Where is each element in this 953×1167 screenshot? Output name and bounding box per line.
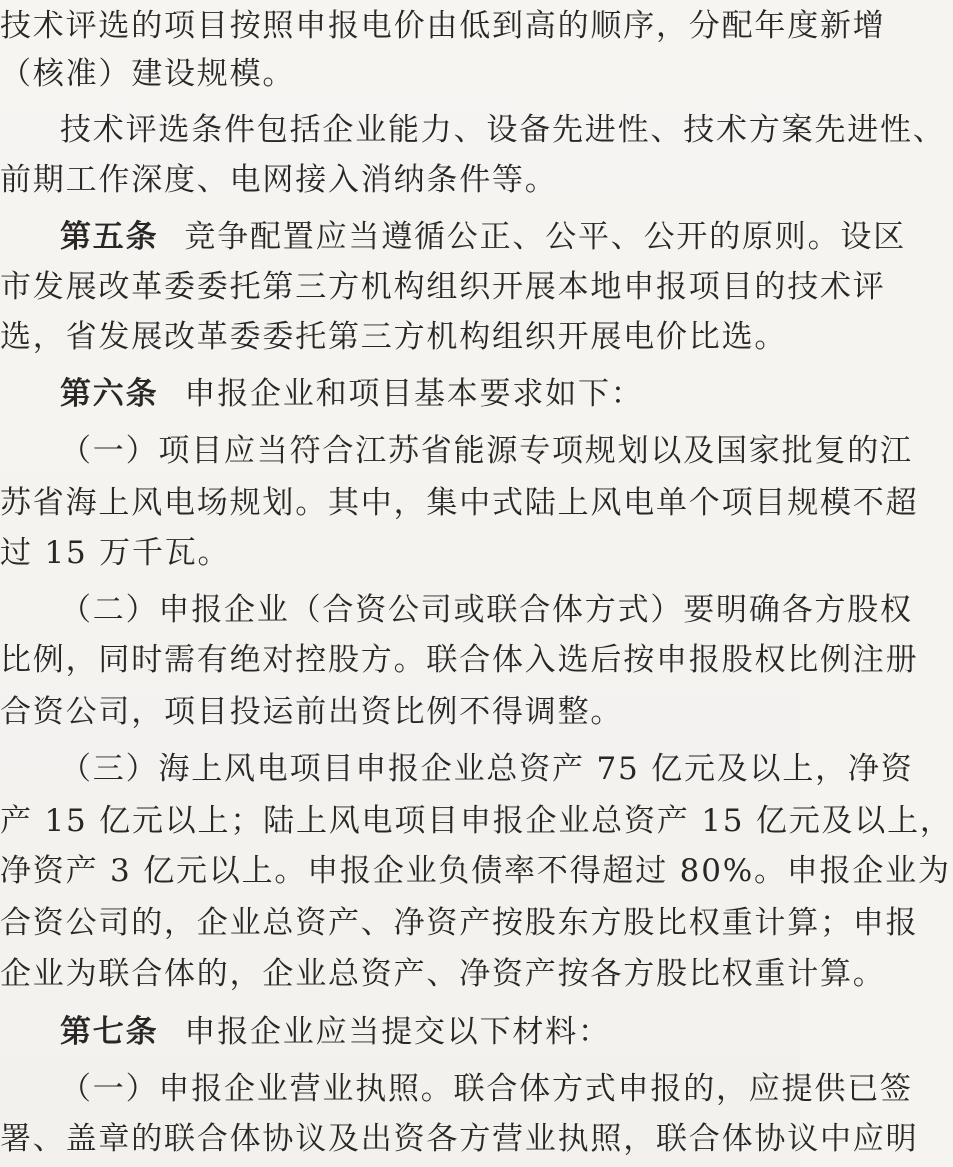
- paragraph-line: （三）海上风电项目申报企业总资产 75 亿元及以上，净资: [60, 751, 914, 787]
- article-label: 第六条: [60, 376, 159, 412]
- paragraph-line: 市发展改革委委托第三方机构组织开展本地申报项目的技术评: [0, 269, 886, 305]
- paragraph-line: 苏省海上风电场规划。其中，集中式陆上风电单个项目规模不超: [0, 485, 919, 521]
- paragraph-line: 合资公司的，企业总资产、净资产按股东方股比权重计算；申报: [0, 905, 919, 941]
- paragraph-line: 比例，同时需有绝对控股方。联合体入选后按申报股权比例注册: [0, 642, 919, 678]
- article-label: 第七条: [60, 1014, 159, 1050]
- paragraph-line: 产 15 亿元以上；陆上风电项目申报企业总资产 15 亿元及以上，: [0, 803, 953, 839]
- paragraph-line: 合资公司，项目投运前出资比例不得调整。: [0, 694, 624, 730]
- paragraph-line: （一）申报企业营业执照。联合体方式申报的，应提供已签: [60, 1071, 913, 1107]
- paragraph-line: （一）项目应当符合江苏省能源专项规划以及国家批复的江: [60, 433, 913, 469]
- article-text: 申报企业应当提交以下材料：: [184, 1014, 611, 1050]
- article-title-5: [60, 211, 907, 263]
- paragraph-line: 净资产 3 亿元以上。申报企业负债率不得超过 80%。申报企业为: [0, 853, 951, 889]
- paragraph-line: （核准）建设规模。: [0, 56, 296, 92]
- article-text: 竞争配置应当遵循公正、公平、公开的原则。设区: [184, 219, 907, 255]
- paragraph-line: 选，省发展改革委委托第三方机构组织开展电价比选。: [0, 319, 788, 355]
- paragraph-line: 过 15 万千瓦。: [0, 535, 231, 571]
- article-title-7: [60, 1006, 800, 1058]
- paragraph-line: 署、盖章的联合体协议及出资各方营业执照，联合体协议中应明: [0, 1121, 919, 1157]
- article-title-6: [60, 368, 800, 420]
- paragraph-line: 前期工作深度、电网接入消纳条件等。: [0, 162, 558, 198]
- paragraph-line: 企业为联合体的，企业总资产、净资产按各方股比权重计算。: [0, 956, 886, 992]
- article-text: 申报企业和项目基本要求如下：: [184, 376, 644, 412]
- paragraph-line: （二）申报企业（合资公司或联合体方式）要明确各方股权: [60, 592, 913, 628]
- paragraph-line: 技术评选条件包括企业能力、设备先进性、技术方案先进性、: [60, 112, 946, 148]
- article-label: 第五条: [60, 219, 159, 255]
- paragraph-line: 技术评选的项目按照申报电价由低到高的顺序，分配年度新增: [0, 8, 886, 44]
